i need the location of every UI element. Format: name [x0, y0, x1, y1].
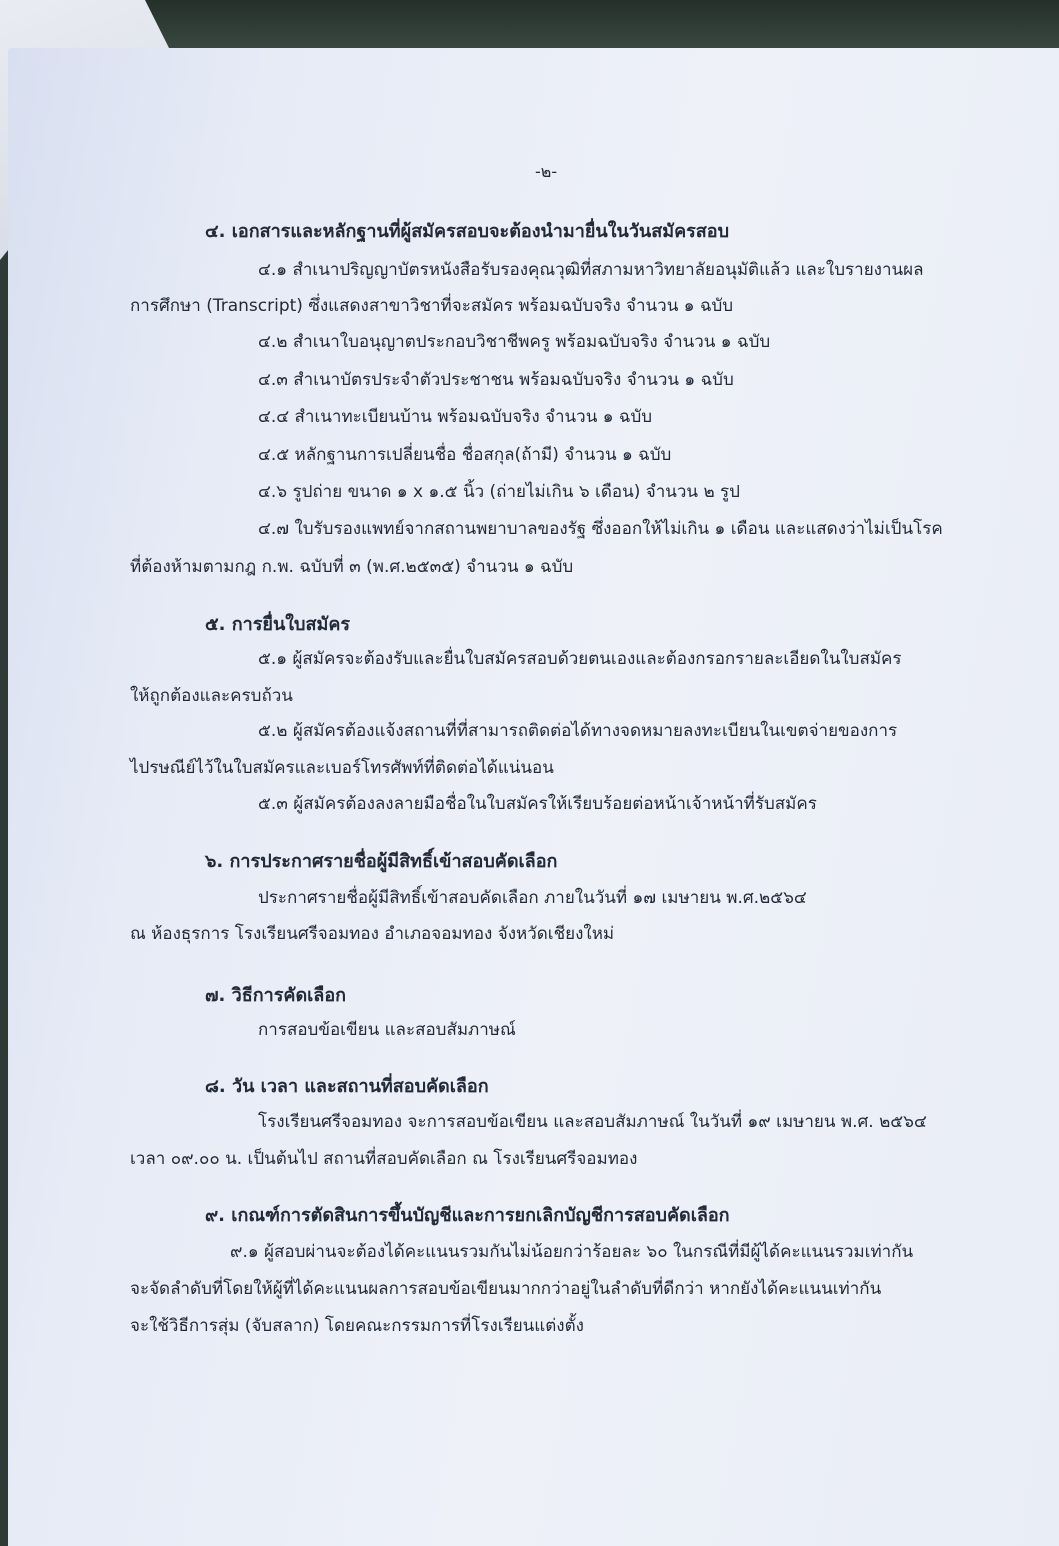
section-4-7-line-2: ที่ต้องห้ามตามกฎ ก.พ. ฉบับที่ ๓ (พ.ศ.๒๕๓๕) จำนวน ๑ ฉบับ [130, 557, 574, 577]
section-6-heading: ๖. การประกาศรายชื่อผู้มีสิทธิ์เข้าสอบคัดเลือก [205, 851, 558, 872]
section-7-line-1: การสอบข้อเขียน และสอบสัมภาษณ์ [258, 1020, 516, 1040]
section-4-4: ๔.๔ สำเนาทะเบียนบ้าน พร้อมฉบับจริง จำนวน ๑ ฉบับ [258, 407, 653, 427]
section-4-3: ๔.๓ สำเนาบัตรประจำตัวประชาชน พร้อมฉบับจริง จำนวน ๑ ฉบับ [258, 370, 734, 390]
section-9-line-3: จะใช้วิธีการสุ่ม (จับสลาก) โดยคณะกรรมการที่โรงเรียนแต่งตั้ง [130, 1316, 584, 1336]
section-5-2-line-1: ๕.๒ ผู้สมัครต้องแจ้งสถานที่ที่สามารถติดต่อได้ทางจดหมายลงทะเบียนในเขตจ่ายของการ [258, 721, 898, 741]
page-number: -๒- [535, 162, 558, 181]
section-6-line-1: ประกาศรายชื่อผู้มีสิทธิ์เข้าสอบคัดเลือก ภายในวันที่ ๑๗ เมษายน พ.ศ.๒๕๖๔ [258, 888, 807, 908]
section-5-1-line-2: ให้ถูกต้องและครบถ้วน [130, 686, 293, 706]
section-8-line-2: เวลา ๐๙.๐๐ น. เป็นต้นไป สถานที่สอบคัดเลือก ณ โรงเรียนศรีจอมทอง [130, 1149, 638, 1169]
section-4-5: ๔.๕ หลักฐานการเปลี่ยนชื่อ ชื่อสกุล(ถ้ามี) จำนวน ๑ ฉบับ [258, 445, 672, 465]
section-4-1-line-1: ๔.๑ สำเนาปริญญาบัตรหนังสือรับรองคุณวุฒิที่สภามหาวิทยาลัยอนุมัติแล้ว และใบรายงานผล [258, 260, 924, 280]
section-5-heading: ๕. การยื่นใบสมัคร [205, 614, 351, 635]
section-7-heading: ๗. วิธีการคัดเลือก [205, 985, 347, 1006]
section-9-line-1: ๙.๑ ผู้สอบผ่านจะต้องได้คะแนนรวมกันไม่น้อยกว่าร้อยละ ๖๐ ในกรณีที่มีผู้ได้คะแนนรวมเท่ากัน [230, 1242, 914, 1262]
section-9-heading: ๙. เกณฑ์การตัดสินการขึ้นบัญชีและการยกเลิกบัญชีการสอบคัดเลือก [205, 1205, 730, 1226]
section-5-3: ๕.๓ ผู้สมัครต้องลงลายมือชื่อในใบสมัครให้เรียบร้อยต่อหน้าเจ้าหน้าที่รับสมัคร [258, 794, 817, 814]
section-4-heading: ๔. เอกสารและหลักฐานที่ผู้สมัครสอบจะต้องนำมายื่นในวันสมัครสอบ [205, 221, 730, 242]
section-4-7-line-1: ๔.๗ ใบรับรองแพทย์จากสถานพยาบาลของรัฐ ซึ่งออกให้ไม่เกิน ๑ เดือน และแสดงว่าไม่เป็นโรค [258, 519, 943, 539]
section-8-line-1: โรงเรียนศรีจอมทอง จะการสอบข้อเขียน และสอบสัมภาษณ์ ในวันที่ ๑๙ เมษายน พ.ศ. ๒๕๖๔ [258, 1112, 927, 1132]
section-4-1-line-2: การศึกษา (Transcript) ซึ่งแสดงสาขาวิชาที่จะสมัคร พร้อมฉบับจริง จำนวน ๑ ฉบับ [130, 296, 734, 316]
section-4-6: ๔.๖ รูปถ่าย ขนาด ๑ x ๑.๕ นิ้ว (ถ่ายไม่เกิน ๖ เดือน) จำนวน ๒ รูป [258, 482, 740, 502]
section-9-line-2: จะจัดลำดับที่โดยให้ผู้ที่ได้คะแนนผลการสอบข้อเขียนมากกว่าอยู่ในลำดับที่ดีกว่า หากยังได้คะแนนเท่ากัน [130, 1279, 882, 1299]
section-8-heading: ๘. วัน เวลา และสถานที่สอบคัดเลือก [205, 1076, 489, 1097]
section-5-1-line-1: ๕.๑ ผู้สมัครจะต้องรับและยื่นใบสมัครสอบด้วยตนเองและต้องกรอกรายละเอียดในใบสมัคร [258, 649, 902, 669]
section-6-line-2: ณ ห้องธุรการ โรงเรียนศรีจอมทอง อำเภอจอมทอง จังหวัดเชียงใหม่ [130, 924, 615, 944]
section-5-2-line-2: ไปรษณีย์ไว้ในใบสมัครและเบอร์โทรศัพท์ที่ติดต่อได้แน่นอน [130, 758, 554, 778]
section-4-2: ๔.๒ สำเนาใบอนุญาตประกอบวิชาชีพครู พร้อมฉบับจริง จำนวน ๑ ฉบับ [258, 332, 771, 352]
